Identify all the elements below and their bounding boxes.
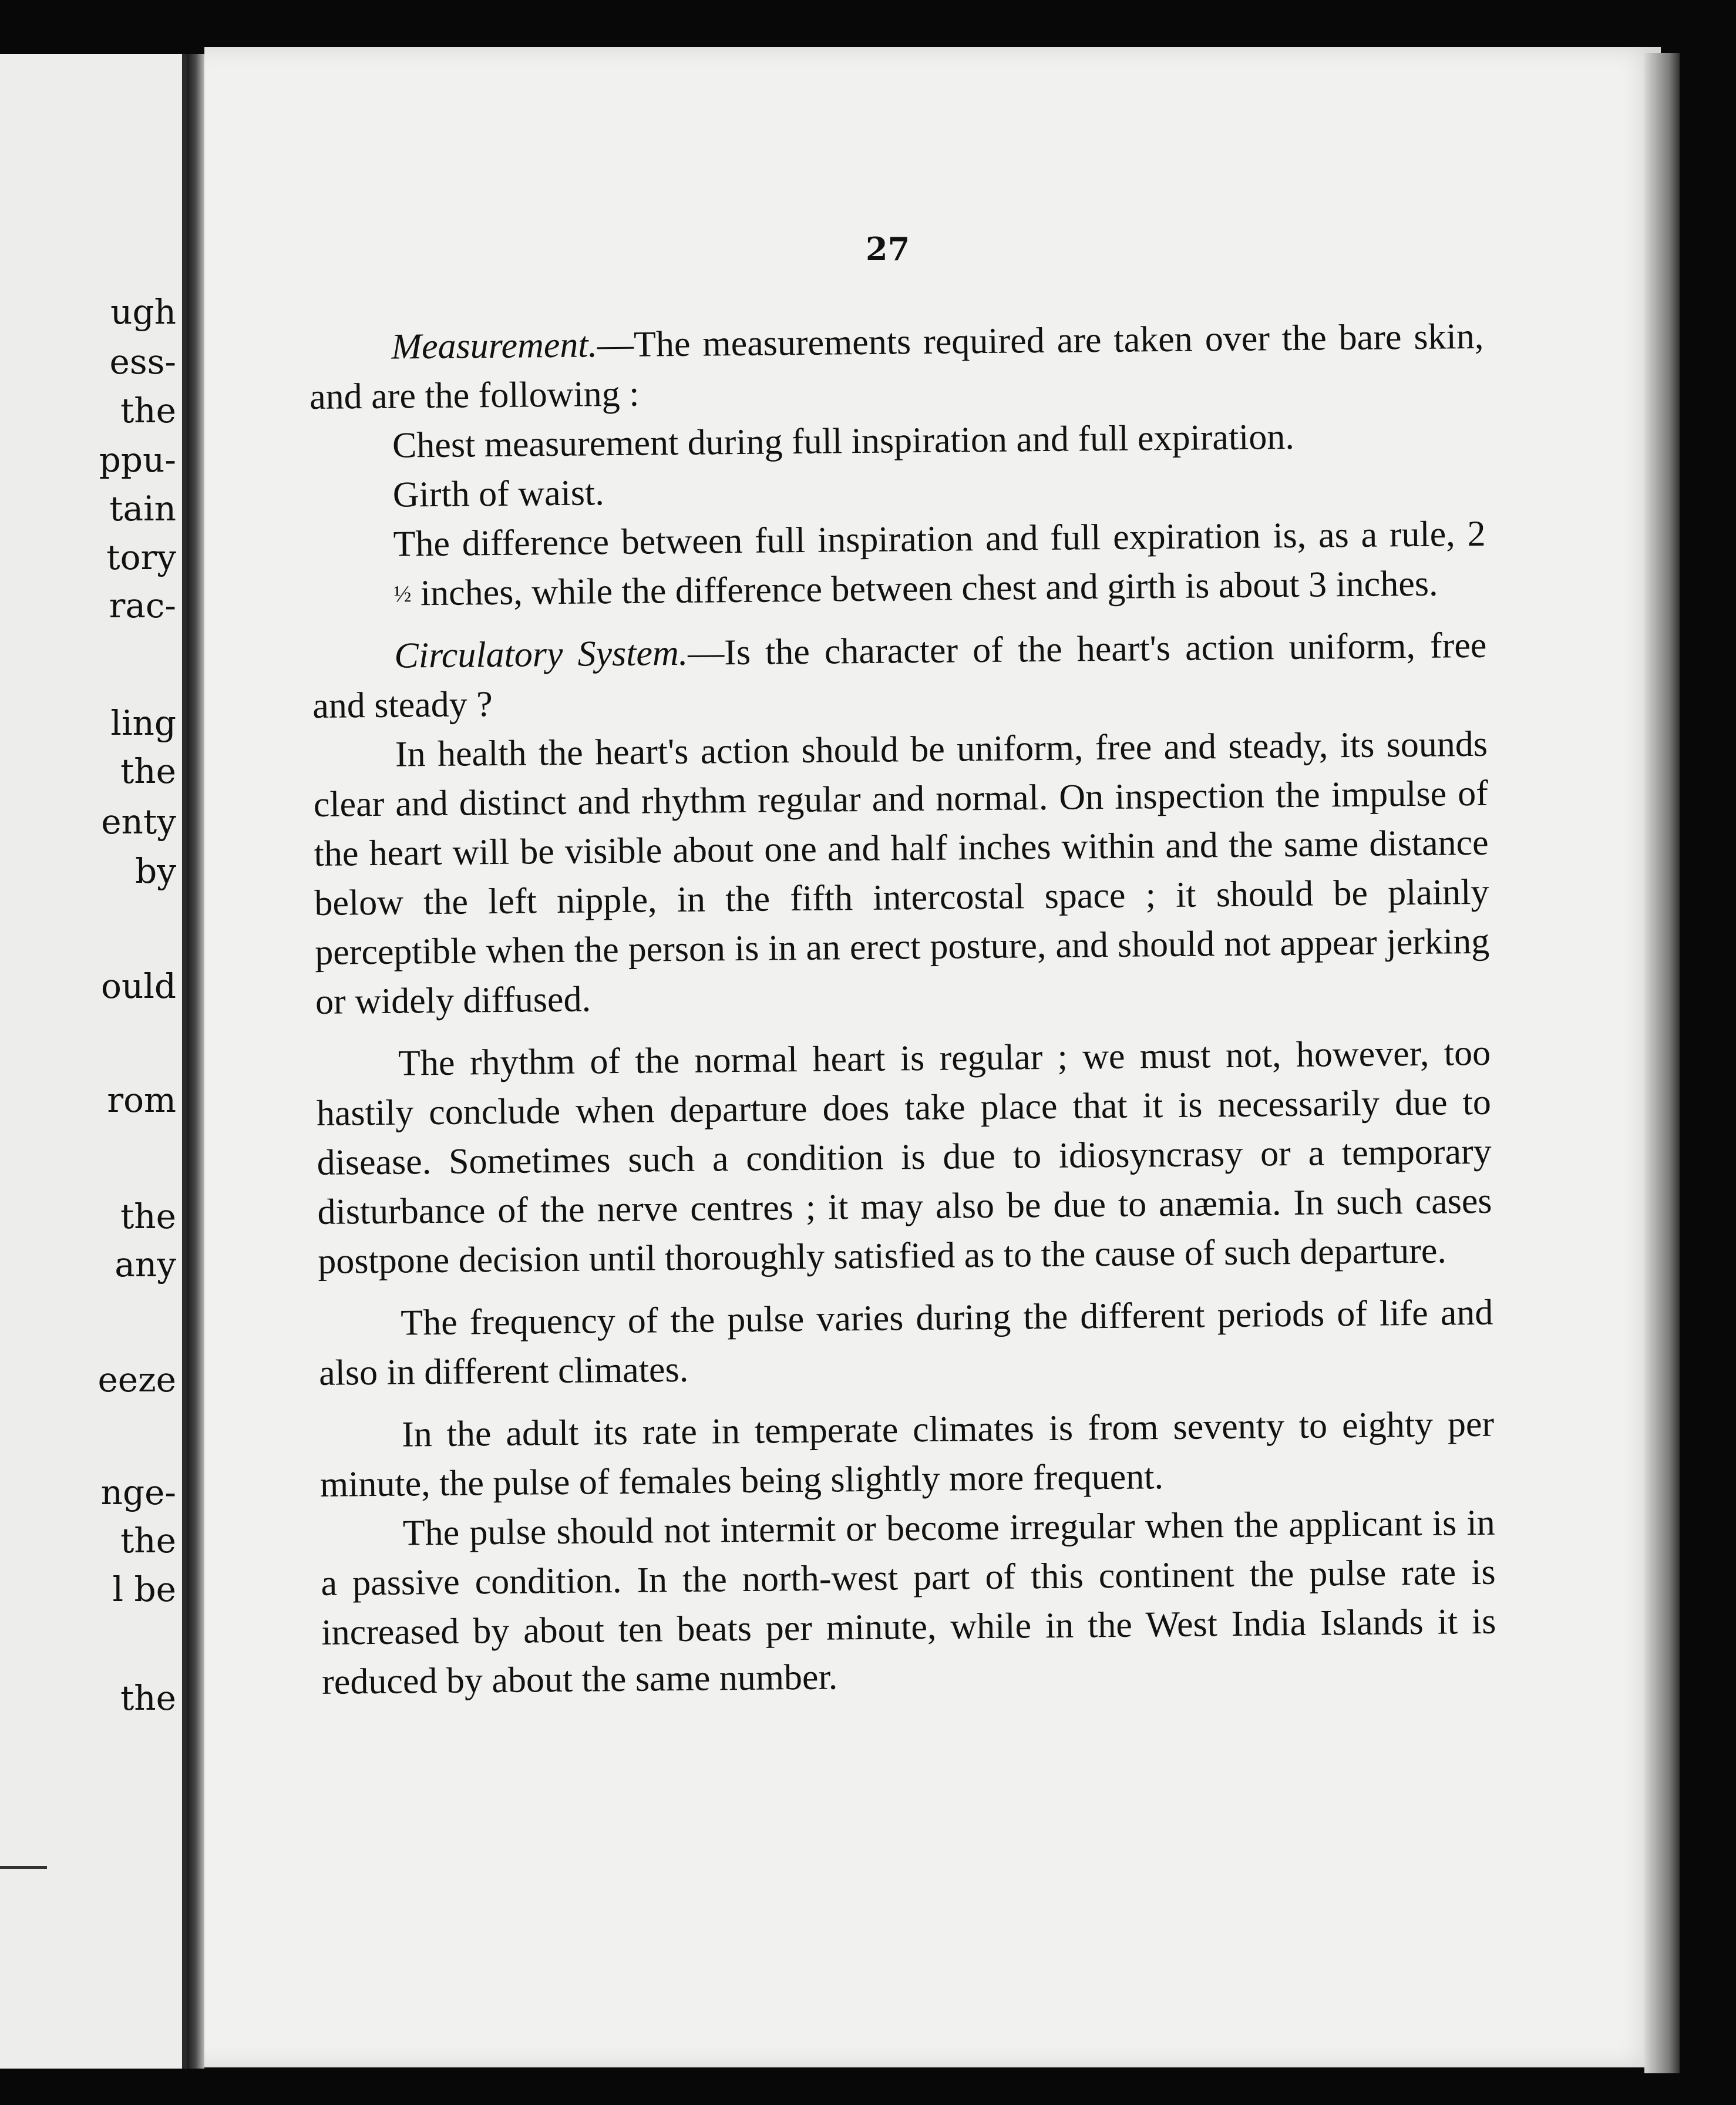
measurement-heading: Measurement. — [391, 325, 598, 367]
measurement-item-waist: Girth of waist. — [392, 473, 605, 515]
left-fragment: the — [120, 751, 176, 791]
circulatory-question: —Is the character of the heart's action uniform, free and steady ? — [312, 625, 1487, 726]
fraction-half: ½ — [393, 580, 412, 607]
left-fragment: any — [115, 1245, 176, 1284]
pulse-paragraph: The pulse should not intermit or become irregular when the applicant is in a passive condition. In the north-west part of this continent the pulse rate is increased by about ten beats per minute, while in the West India Islands it is reduced by about the same number. — [321, 1502, 1496, 1702]
left-fragment: nge- — [100, 1472, 176, 1512]
left-fragment: ling — [110, 703, 176, 743]
left-fragment: ppu- — [99, 440, 176, 480]
left-fragment: the — [120, 1196, 176, 1236]
difference-text-b: inches, while the difference between chest and girth is about 3 inches. — [411, 563, 1438, 614]
left-fragment: eeze — [97, 1360, 176, 1400]
left-fragment: enty — [101, 802, 176, 842]
right-page — [204, 47, 1661, 2067]
measurement-paragraph — [309, 312, 1485, 422]
page-edge — [1644, 53, 1680, 2073]
page-body — [309, 312, 1497, 1707]
left-fragment: rom — [107, 1080, 176, 1120]
left-fragment: tain — [109, 489, 176, 529]
left-fragment: ould — [101, 966, 176, 1006]
left-fragment: rac- — [109, 586, 176, 626]
left-facing-page — [0, 54, 188, 2069]
frequency-paragraph: The frequency of the pulse varies during the different periods of life and also in different climates. — [318, 1292, 1493, 1393]
adult-rate-paragraph: In the adult its rate in temperate climates is from seventy to eighty per minute, the pulse of females being slightly more frequent. — [319, 1404, 1495, 1505]
difference-text-a: The difference between full inspiration and full expiration is, as a rule, 2 — [393, 513, 1486, 564]
left-fragment: by — [135, 851, 176, 891]
rhythm-paragraph: The rhythm of the normal heart is regular ; we must not, however, too hastily conclude when departure does take place that it is necessarily due to disease. Sometimes such a condition is due to idiosyncrasy or a temporary disturbance of the nerve centres ; it may also be due to anæmia. In such cases postpone decision until thoroughly satisfied as to the cause of such departure. — [316, 1033, 1492, 1282]
book-gutter — [187, 54, 204, 2069]
left-fragment: the — [120, 1678, 176, 1718]
page-number: 27 — [866, 230, 910, 268]
left-fragment: the — [120, 391, 176, 431]
circulatory-heading: Circulatory System. — [394, 633, 688, 676]
left-fragment: tory — [106, 537, 176, 577]
health-paragraph: In health the heart's action should be uniform, free and steady, its sounds clear and distinct and rhythm regular and normal. On inspection the impulse of the heart will be visible about one and half inches within and the same distance below the left nipple, in the fifth intercostal space ; it should be plainly perceptible when the person is in an erect posture, and should not appear jerking or widely diffused. — [313, 724, 1490, 1022]
left-page-rule — [0, 1866, 47, 1869]
left-fragment: ess- — [109, 342, 176, 382]
measurement-item-chest: Chest measurement during full inspiration and full expiration. — [392, 416, 1295, 466]
circulatory-question-paragraph — [312, 621, 1488, 731]
left-fragment: ugh — [110, 292, 176, 332]
left-fragment: l be — [112, 1569, 176, 1609]
left-fragment: the — [120, 1521, 176, 1561]
left-page-line-fragments — [0, 54, 176, 2069]
difference-paragraph — [311, 509, 1486, 619]
measurement-intro: —The measurements required are taken over the bare skin, and are the following : — [309, 316, 1484, 417]
